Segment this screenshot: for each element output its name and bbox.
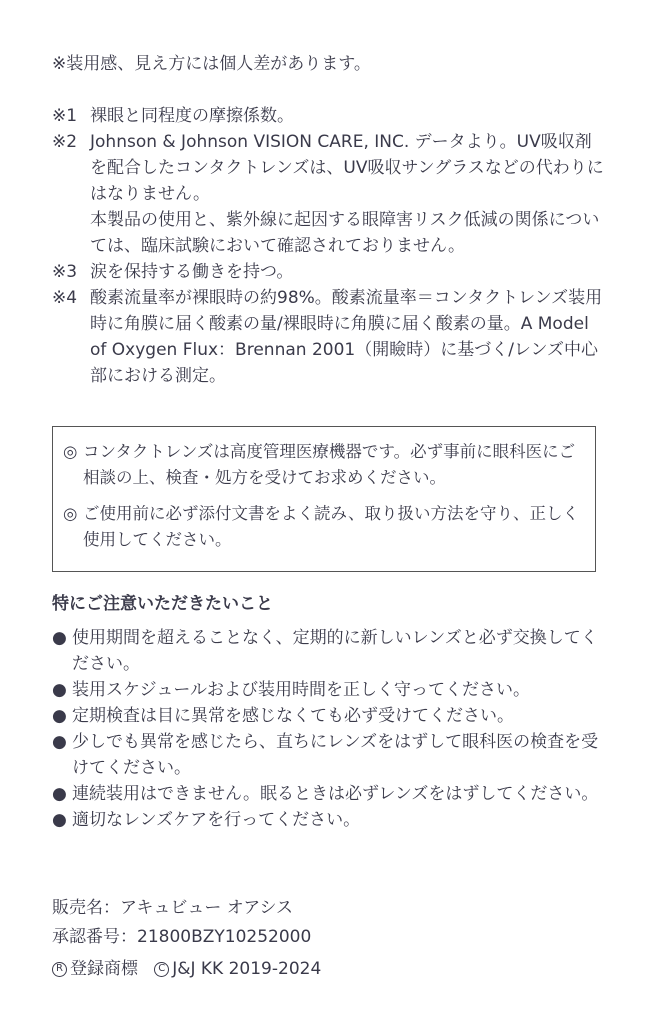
footnote-text: Johnson & Johnson VISION CARE, INC. データより。UV吸収剤を配合したコンタクトレンズは、UV吸収サングラスなどの代わりにはなりません。 bbox=[90, 132, 604, 204]
footnote-mark: ※1 bbox=[52, 106, 78, 126]
notice-text: ご使用前に必ず添付文書をよく読み、取り扱い方法を守り、正しく使用してください。 bbox=[83, 504, 579, 549]
caution-text: 連続装用はできません。眠るときは必ずレンズをはずしてください。 bbox=[72, 784, 599, 804]
caution-item bbox=[52, 625, 608, 677]
registered-icon: R bbox=[52, 962, 67, 977]
seller-name: 販売名：アキュビュー オアシス bbox=[52, 898, 294, 918]
footnote-text: 涙を保持する働きを持つ。 bbox=[90, 262, 294, 282]
caution-text: 使用期間を超えることなく、定期的に新しいレンズと必ず交換してください。 bbox=[72, 628, 598, 674]
caution-item bbox=[52, 677, 608, 703]
caution-text: 適切なレンズケアを行ってください。 bbox=[72, 810, 361, 830]
caution-item bbox=[52, 781, 608, 807]
notice-item bbox=[63, 501, 595, 553]
copyright-icon: C bbox=[154, 962, 169, 977]
double-circle-bullet: ◎ bbox=[63, 442, 78, 461]
footnote-1 bbox=[52, 103, 608, 129]
product-info-footer bbox=[52, 894, 321, 984]
cautions-heading: 特にご注意いただきたいこと bbox=[52, 594, 273, 614]
bullet-dot: ● bbox=[52, 680, 67, 700]
footnote-mark: ※4 bbox=[52, 288, 78, 308]
footnote-2 bbox=[52, 129, 608, 259]
footnotes bbox=[52, 103, 608, 389]
footnote-text: 裸眼と同程度の摩擦係数。 bbox=[90, 106, 294, 126]
footnote-mark: ※2 bbox=[52, 132, 78, 152]
caution-text: 定期検査は目に異常を感じなくても必ず受けてください。 bbox=[72, 706, 514, 726]
medical-device-notice-box bbox=[52, 426, 596, 572]
caution-text: 少しでも異常を感じたら、直ちにレンズをはずして眼科医の検査を受けてください。 bbox=[72, 732, 599, 778]
bullet-dot: ● bbox=[52, 628, 67, 648]
caution-item bbox=[52, 807, 608, 833]
footnote-mark: ※3 bbox=[52, 262, 78, 282]
copyright-text: J&J KK 2019-2024 bbox=[172, 958, 322, 979]
footnote-text: 本製品の使用と、紫外線に起因する眼障害リスク低減の関係については、臨床試験において確認されておりません。 bbox=[90, 210, 600, 256]
caution-item bbox=[52, 729, 608, 781]
caution-text: 装用スケジュールおよび装用時間を正しく守ってください。 bbox=[72, 680, 530, 700]
approval-number: 承認番号：21800BZY10252000 bbox=[52, 927, 312, 947]
footnote-text: 酸素流量率が裸眼時の約98%。酸素流量率＝コンタクトレンズ装用時に角膜に届く酸素の量/裸眼時に角膜に届く酸素の量。A Model of Oxygen Flux：Brennan 2001（開瞼時）に基づく/レンズ中心部における測定。 bbox=[90, 288, 603, 386]
intro-note: ※装用感、見え方には個人差があります。 bbox=[52, 54, 371, 74]
footnote-4 bbox=[52, 285, 608, 389]
footnote-3 bbox=[52, 259, 608, 285]
cautions-list bbox=[52, 625, 608, 833]
double-circle-bullet: ◎ bbox=[63, 504, 78, 523]
bullet-dot: ● bbox=[52, 732, 67, 752]
trademark-line bbox=[52, 952, 321, 984]
bullet-dot: ● bbox=[52, 810, 67, 830]
notice-text: コンタクトレンズは高度管理医療機器です。必ず事前に眼科医にご相談の上、検査・処方を受けてお求めください。 bbox=[83, 442, 576, 487]
registered-label: 登録商標 bbox=[70, 958, 138, 979]
bullet-dot: ● bbox=[52, 784, 67, 804]
bullet-dot: ● bbox=[52, 706, 67, 726]
notice-item bbox=[63, 439, 595, 491]
caution-item bbox=[52, 703, 608, 729]
